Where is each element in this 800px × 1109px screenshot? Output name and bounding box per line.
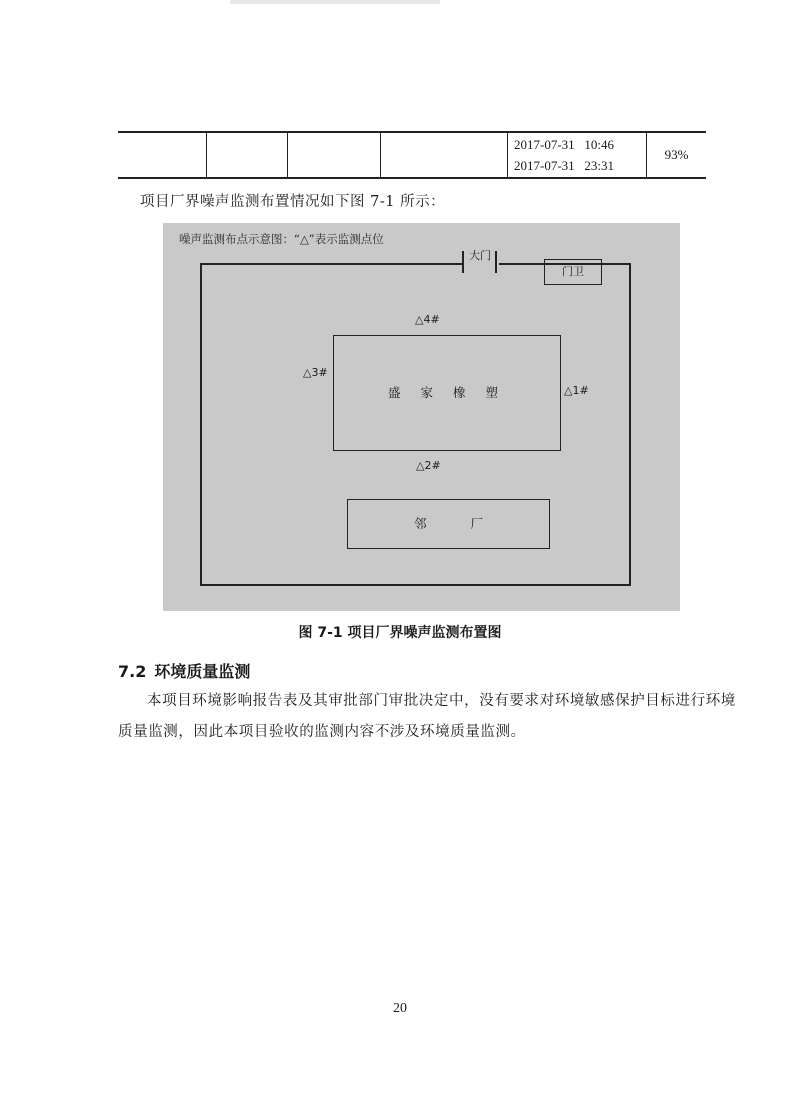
monitoring-point-1: △1# <box>564 384 589 397</box>
page-number: 20 <box>393 1001 407 1016</box>
monitoring-point-4: △4# <box>415 313 440 326</box>
neighbor-char-1: 邻 <box>413 516 427 531</box>
table-cell <box>118 132 207 178</box>
humidity-cell: 93% <box>647 132 707 178</box>
section-number: 7.2 <box>118 662 147 681</box>
section-title: 环境质量监测 <box>154 662 251 681</box>
scan-artifact <box>230 0 440 4</box>
section-heading <box>118 659 250 682</box>
gate-post-left <box>462 251 464 273</box>
neighbor-char-2: 厂 <box>470 516 484 531</box>
guard-house: 门卫 <box>544 259 602 285</box>
datetime-2: 2017-07-31 23:31 <box>514 158 615 173</box>
monitoring-point-2: △2# <box>416 459 441 472</box>
datetime-1: 2017-07-31 10:46 <box>514 137 615 152</box>
figure-caption: 图 7-1 项目厂界噪声监测布置图 <box>298 625 502 641</box>
monitoring-point-3: △3# <box>303 366 328 379</box>
gate-label: 大门 <box>469 249 491 262</box>
table-cell <box>288 132 381 178</box>
datetime-cell <box>508 132 647 178</box>
neighbor-plant <box>347 499 550 549</box>
main-building: 盛 家 橡 塑 <box>333 335 561 451</box>
intro-text: 项目厂界噪声监测布置情况如下图 7-1 所示： <box>140 194 446 210</box>
gate-post-right <box>495 251 497 273</box>
table-cell <box>381 132 508 178</box>
table-cell <box>207 132 288 178</box>
table-row <box>118 132 706 178</box>
boundary-top-left <box>200 263 462 265</box>
monitoring-table-fragment <box>118 131 706 179</box>
figure-legend-note: 噪声监测布点示意图：“△”表示监测点位 <box>179 232 384 246</box>
noise-monitoring-figure <box>163 223 680 611</box>
body-paragraph: 本项目环境影响报告表及其审批部门审批决定中，没有要求对环境敏感保护目标进行环境质量监测，因此本项目验收的监测内容不涉及环境质量监测。 <box>118 693 736 740</box>
